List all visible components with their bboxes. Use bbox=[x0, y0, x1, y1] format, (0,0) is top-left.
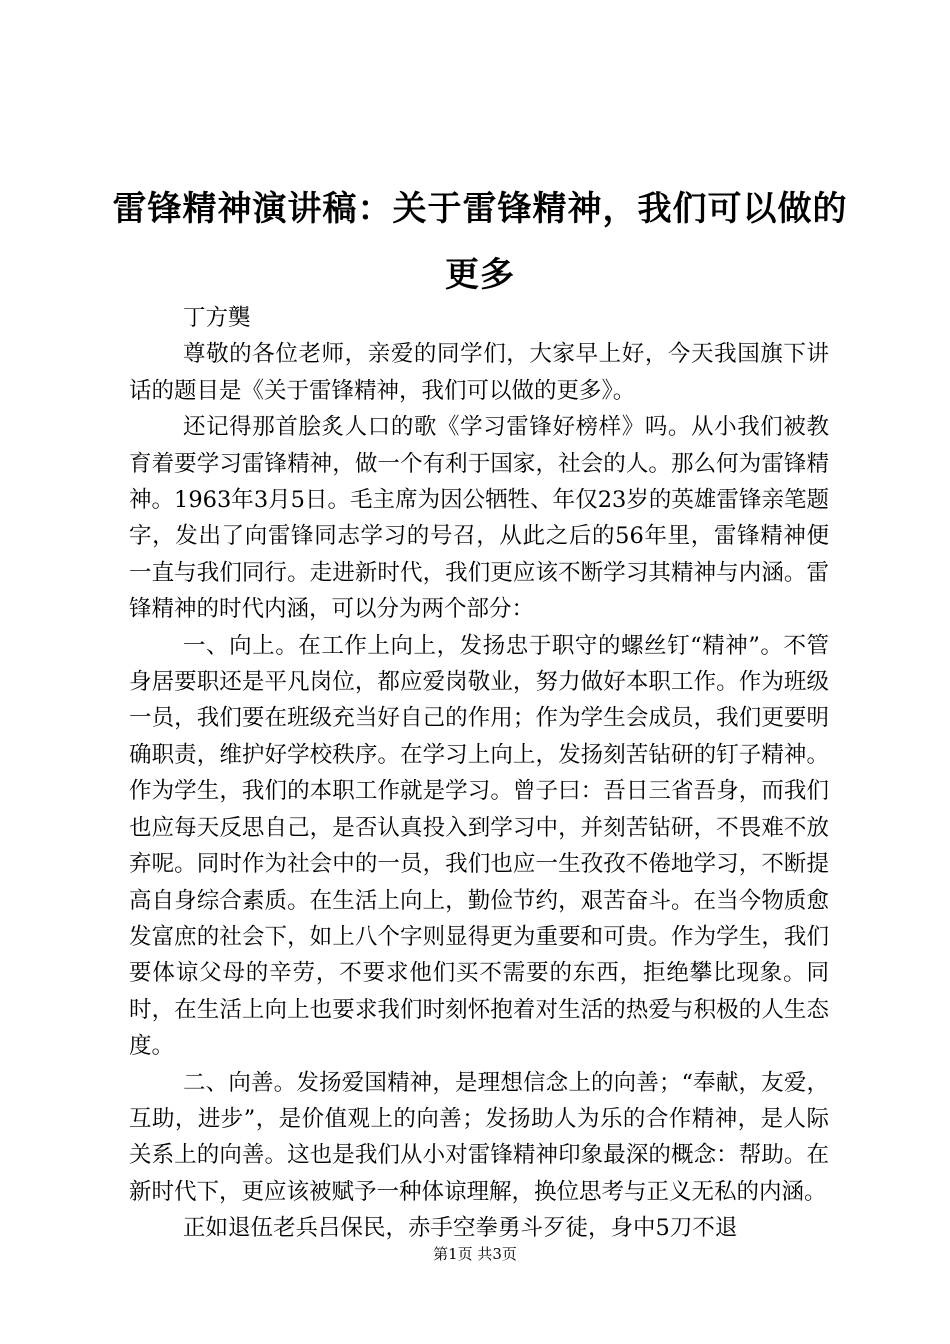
paragraph-introduction: 还记得那首脍炙人口的歌《学习雷锋好榜样》吗。从小我们被教育着要学习雷锋精神，做一个有利于国家，社会的人。那么何为雷锋精神。1963年3月5日。毛主席为因公牺牲、年仅23岁的英雄雷锋亲笔题字，发出了向雷锋同志学习的号召，从此之后的56年里，雷锋精神便一直与我们同行。走进新时代，我们更应该不断学习其精神与内涵。雷锋精神的时代内涵，可以分为两个部分： bbox=[129, 414, 829, 623]
author-name: 丁方龑 bbox=[183, 305, 251, 331]
document-body bbox=[129, 300, 829, 1247]
document-title: 雷锋精神演讲稿：关于雷锋精神，我们可以做的更多 bbox=[112, 189, 848, 295]
page-number-footer: 第1页 共3页 bbox=[433, 1245, 517, 1263]
paragraph-goodness: 二、向善。发扬爱国精神，是理想信念上的向善；“奉献，友爱，互助，进步”，是价值观上的向善；发扬助人为乐的合作精神，是人际关系上的向善。这也是我们从小对雷锋精神印象最深的概念：帮助。在新时代下，更应该被赋予一种体谅理解，换位思考与正义无私的内涵。 bbox=[129, 1069, 829, 1205]
paragraph-example: 正如退伍老兵吕保民，赤手空拳勇斗歹徒，身中5刀不退 bbox=[183, 1215, 738, 1242]
paragraph-upward: 一、向上。在工作上向上，发扬忠于职守的螺丝钉“精神”。不管身居要职还是平凡岗位，都应爱岗敬业，努力做好本职工作。作为班级一员，我们要在班级充当好自己的作用；作为学生会成员，我们更要明确职责，维护好学校秩序。在学习上向上，发扬刻苦钻研的钉子精神。作为学生，我们的本职工作就是学习。曾子曰：吾日三省吾身，而我们也应每天反思自己，是否认真投入到学习中，并刻苦钻研，不畏难不放弃呢。同时作为社会中的一员，我们也应一生孜孜不倦地学习，不断提高自身综合素质。在生活上向上，勤俭节约，艰苦奋斗。在当今物质愈发富庶的社会下，如上八个字则显得更为重要和可贵。作为学生，我们要体谅父母的辛劳，不要求他们买不需要的东西，拒绝攀比现象。同时，在生活上向上也要求我们时刻怀抱着对生活的热爱与积极的人生态度。 bbox=[129, 632, 829, 1060]
paragraph-greeting: 尊敬的各位老师，亲爱的同学们，大家早上好，今天我国旗下讲话的题目是《关于雷锋精神，我们可以做的更多》。 bbox=[129, 341, 829, 404]
